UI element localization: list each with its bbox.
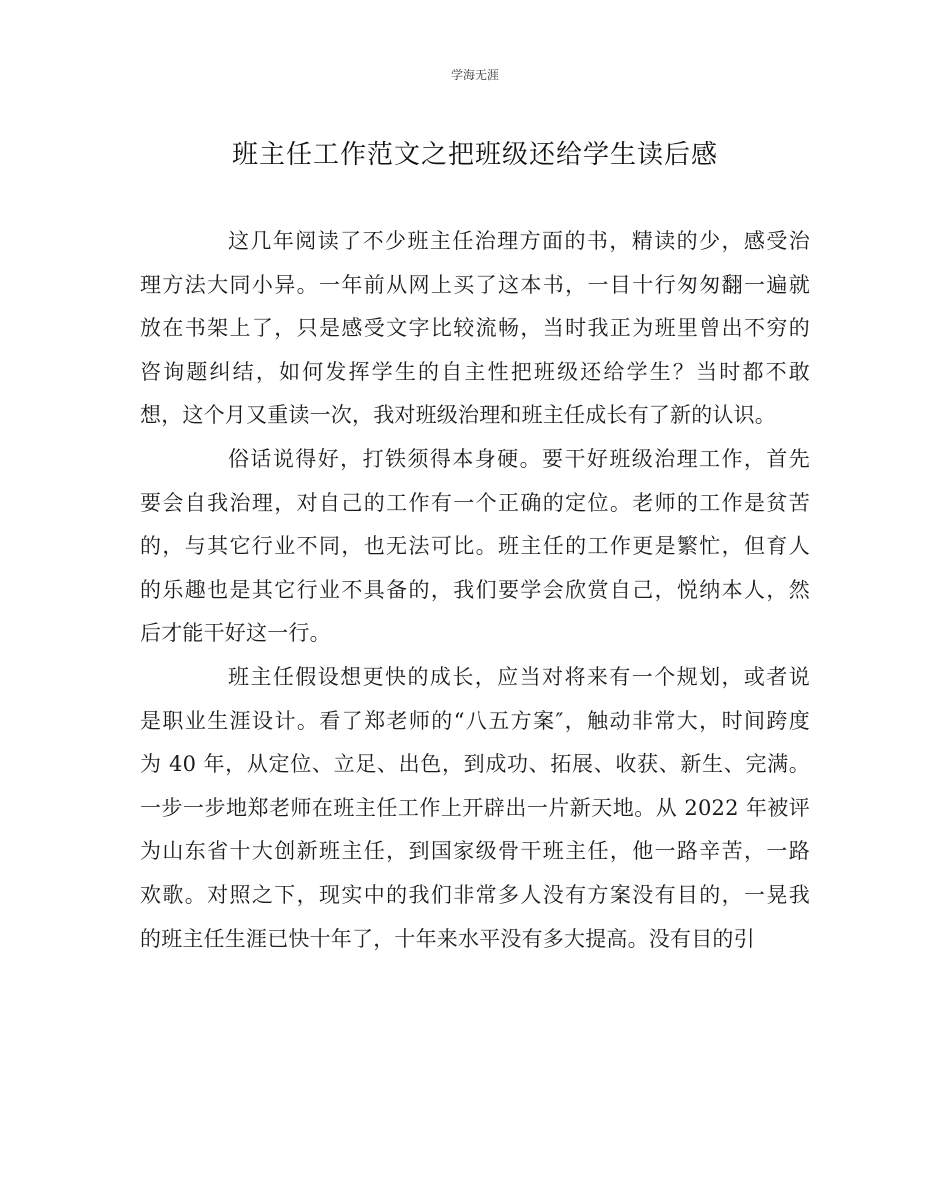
paragraph-1-line-4: 咨询题纠结，如何发挥学生的自主性把班级还给学生？当时都不敢 bbox=[140, 359, 810, 384]
paragraph-1-line-1: 这几年阅读了不少班主任治理方面的书，精读的少，感受治 bbox=[228, 229, 810, 253]
paragraph-3-line-1: 班主任假设想更快的成长，应当对将来有一个规划，或者说 bbox=[228, 664, 810, 689]
paragraph-2-line-5: 后才能干好这一行。 bbox=[140, 621, 331, 646]
paragraph-2-line-4: 的乐趣也是其它行业不具备的，我们要学会欣赏自己，悦纳本人，然 bbox=[140, 577, 810, 602]
paragraph-3-line-6: 欢歌。对照之下，现实中的我们非常多人没有方案没有目的，一晃我 bbox=[140, 882, 810, 907]
paragraph-3-line-2: 是职业生涯设计。看了郑老师的“八五方案″，触动非常大，时间跨度 bbox=[140, 708, 810, 733]
paragraph-1-line-5: 想，这个月又重读一次，我对班级治理和班主任成长有了新的认识。 bbox=[140, 403, 776, 428]
paragraph-2-line-1: 俗话说得好，打铁须得本身硬。要干好班级治理工作，首先 bbox=[228, 446, 810, 471]
paragraph-1-line-2: 理方法大同小异。一年前从网上买了这本书，一目十行匆匆翻一遍就 bbox=[140, 272, 810, 297]
document-body bbox=[140, 220, 810, 961]
paragraph-2-line-3: 的，与其它行业不同，也无法可比。班主任的工作更是繁忙，但育人 bbox=[140, 534, 810, 559]
paragraph-3-line-7: 的班主任生涯已快十年了，十年来水平没有多大提高。没有目的引 bbox=[140, 926, 755, 951]
document-title: 班主任工作范文之把班级还给学生读后感 bbox=[231, 140, 718, 170]
paragraph-3-line-3: 为 40 年，从定位、立足、出色，到成功、拓展、收获、新生、完满。 bbox=[140, 752, 810, 777]
paragraph-3-line-5: 为山东省十大创新班主任，到国家级骨干班主任，他一路辛苦，一路 bbox=[140, 839, 810, 864]
paragraph-1-line-3: 放在书架上了，只是感受文字比较流畅，当时我正为班里曾出不穷的 bbox=[140, 316, 810, 341]
header-note: 学海无涯 bbox=[450, 68, 499, 82]
paragraph-2-line-2: 要会自我治理，对自己的工作有一个正确的定位。老师的工作是贫苦 bbox=[140, 490, 810, 515]
paragraph-3-line-4: 一步一步地郑老师在班主任工作上开辟出一片新天地。从 2022 年被评 bbox=[140, 795, 810, 820]
